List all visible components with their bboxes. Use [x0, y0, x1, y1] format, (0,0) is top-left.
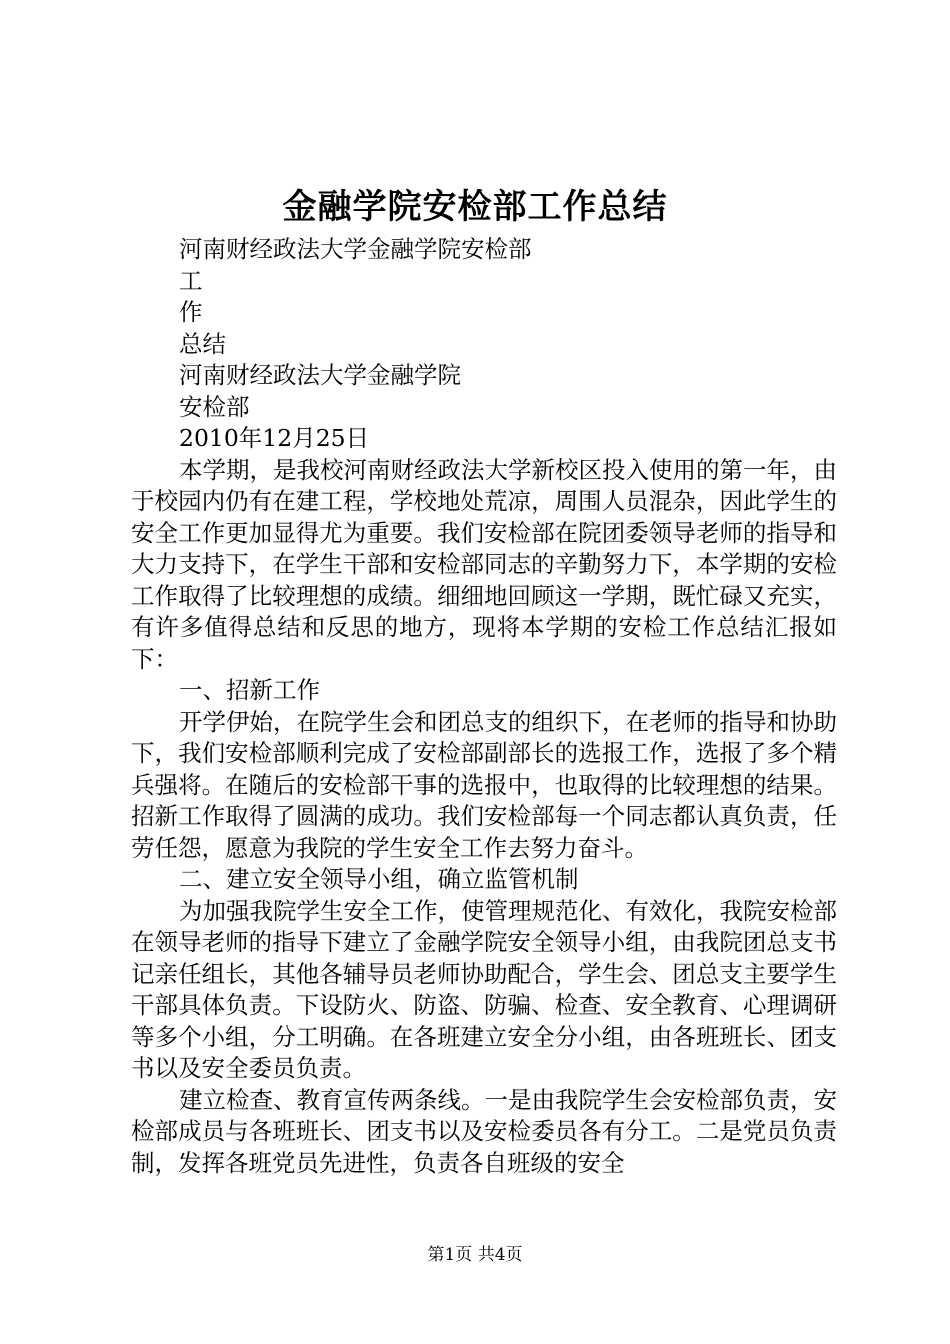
paragraph-recruitment: 开学伊始，在院学生会和团总支的组织下，在老师的指导和协助下，我们安检部顺利完成了安检部副部长的选报工作，选报了多个精兵强将。在随后的安检部干事的选报中，也取得的比较理想的结果。招新工作取得了圆满的成功。我们安检部每一个同志都认真负责，任劳任怨，愿意为我院的学生安全工作去努力奋斗。: [131, 707, 837, 862]
header-line-zongjie: 总结: [179, 329, 226, 358]
header-line-date: 2010年12月25日: [179, 424, 370, 452]
header-line-zuo: 作: [179, 298, 203, 326]
paragraph-two-lines: 建立检查、教育宣传两条线。一是由我院学生会安检部负责，安检部成员与各班班长、团支书以及安检委员各有分工。二是党员负责制，发挥各班党员先进性，负责各自班级的安全: [131, 1085, 837, 1177]
section-heading-recruitment: 一、招新工作: [179, 676, 320, 704]
header-line-school: 河南财经政法大学金融学院: [179, 361, 461, 389]
section-heading-safety-group: 二、建立安全领导小组，确立监管机制: [179, 865, 579, 893]
page-number-footer: 第1页 共4页: [427, 1245, 523, 1265]
document-body: [131, 234, 837, 1179]
paragraph-intro: 本学期，是我校河南财经政法大学新校区投入使用的第一年，由于校园内仍有在建工程，学校地处荒凉，周围人员混杂，因此学生的安全工作更加显得尤为重要。我们安检部在院团委领导老师的指导和大力支持下，在学生干部和安检部同志的辛勤努力下，本学期的安检工作取得了比较理想的成绩。细细地回顾这一学期，既忙碌又充实，有许多值得总结和反思的地方，现将本学期的安检工作总结汇报如下：: [131, 455, 837, 673]
header-line-school-dept: 河南财经政法大学金融学院安检部: [179, 235, 532, 263]
header-line-dept: 安检部: [179, 392, 250, 421]
paragraph-safety-group: 为加强我院学生安全工作，使管理规范化、有效化，我院安检部在领导老师的指导下建立了金融学院安全领导小组，由我院团总支书记亲任组长，其他各辅导员老师协助配合，学生会、团总支主要学生干部具体负责。下设防火、防盗、防骗、检查、安全教育、心理调研等多个小组，分工明确。在各班建立安全分小组，由各班班长、团支书以及安全委员负责。: [131, 896, 837, 1082]
header-line-gong: 工: [179, 266, 203, 295]
document-title: 金融学院安检部工作总结: [282, 187, 668, 227]
